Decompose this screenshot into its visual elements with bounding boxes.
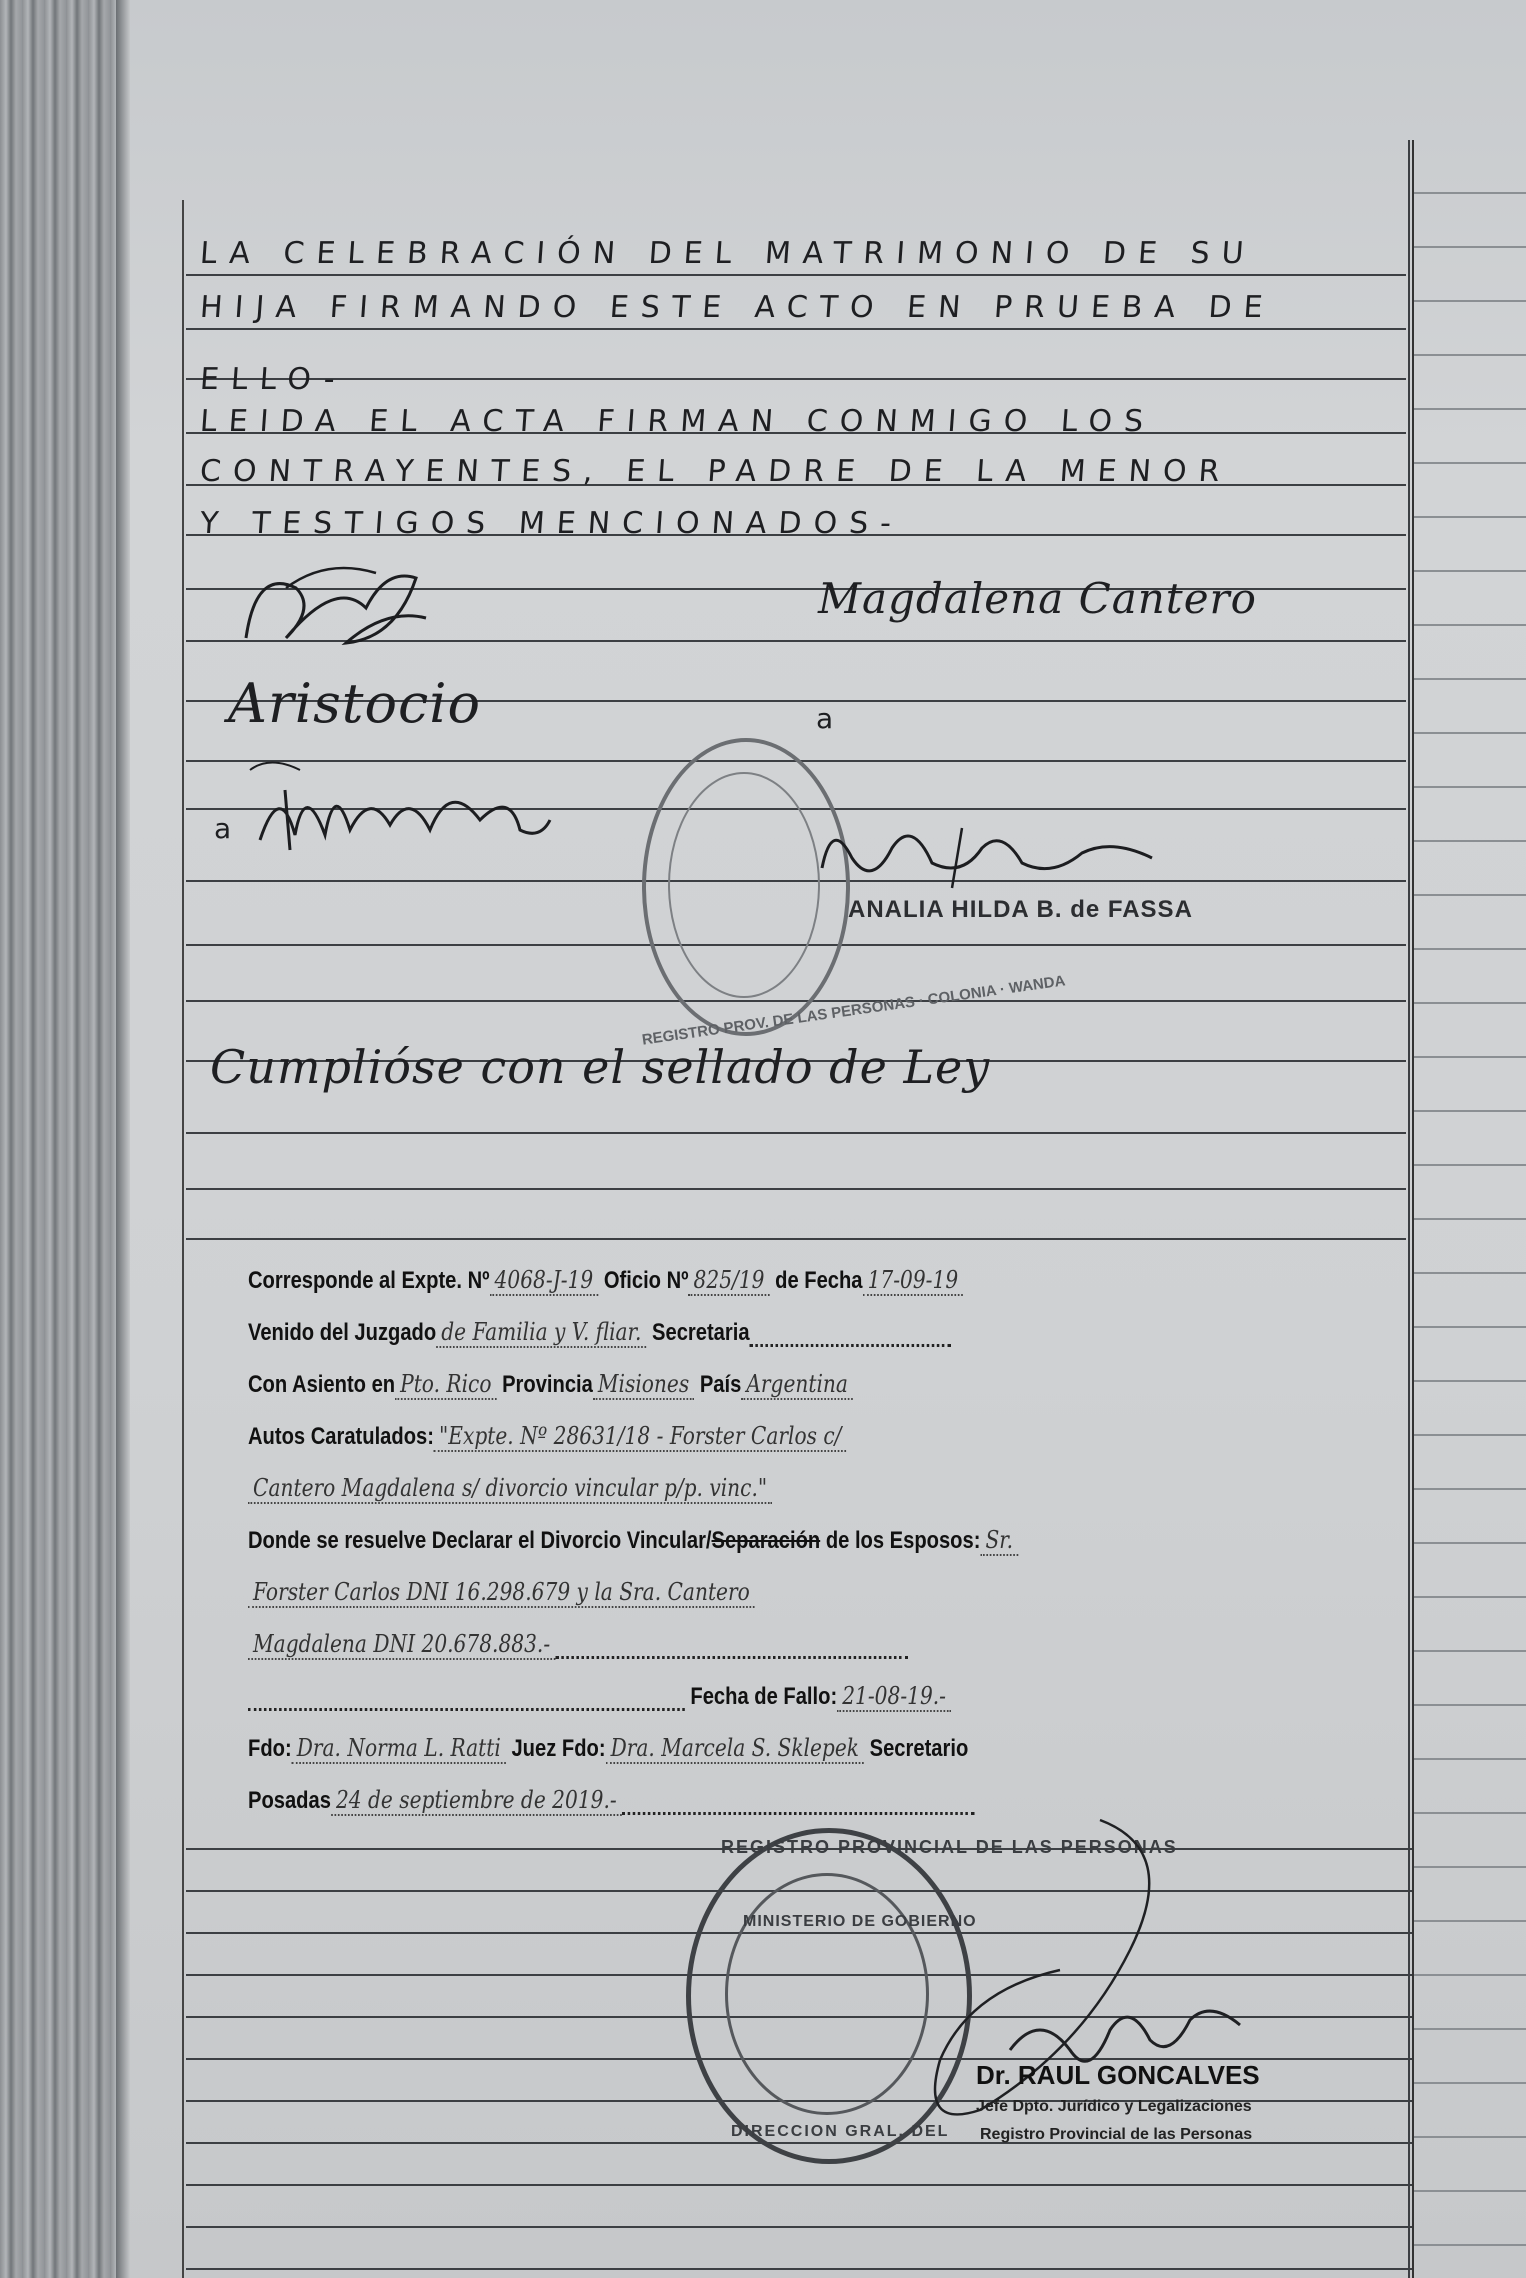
father-signature — [240, 750, 560, 860]
form-row-posadas: Posadas 24 de septiembre de 2019.- — [248, 1786, 975, 1815]
official-name-1: ANALIA HILDA B. de FASSA — [848, 896, 1193, 923]
bride-signature: Magdalena Cantero — [818, 574, 1257, 623]
sheet-right-edge — [1408, 140, 1410, 2278]
body-line-6: Y TESTIGOS MENCIONADOS- — [198, 506, 905, 541]
body-line-5: CONTRAYENTES, EL PADRE DE LA MENOR — [198, 454, 1233, 489]
ruled-line — [186, 1132, 1406, 1134]
form-row-resuelve: Donde se resuelve Declarar el Divorcio Vincular/Separación de los Esposos: Sr. — [248, 1526, 1018, 1555]
ruled-line — [186, 2226, 1412, 2228]
form-row-fdo: Fdo: Dra. Norma L. Ratti Juez Fdo: Dra. Marcela S. Sklepek Secretario — [248, 1734, 969, 1762]
stamp-2-inner: MINISTERIO DE GOBIERNO — [743, 1913, 977, 1930]
ruled-line — [186, 1188, 1406, 1190]
body-line-2: HIJA FIRMANDO ESTE ACTO EN PRUEBA DE — [198, 290, 1276, 325]
book-binding — [0, 0, 130, 2278]
official-name-2: Dr. RAUL GONCALVES — [976, 2060, 1260, 2090]
ruled-line — [186, 378, 1406, 380]
form-row-fallo: Fecha de Fallo: 21-08-19.- — [248, 1682, 951, 1711]
body-line-3: ELLO- — [198, 362, 348, 397]
adjacent-page — [1412, 140, 1526, 2278]
official-title-2: Jefe Dpto. Jurídico y Legalizaciones — [976, 2098, 1252, 2115]
form-row-autos: Autos Caratulados: "Expte. Nº 28631/18 - Forster Carlos c/ — [248, 1422, 846, 1451]
stamp-2-bottom: DIRECCION GRAL. DEL — [731, 2123, 950, 2140]
ruled-line — [186, 274, 1406, 276]
form-row-expte: Corresponde al Expte. Nº 4068-J-19 Oficio Nº 825/19 de Fecha 17-09-19 — [248, 1266, 963, 1295]
stamp-1-ring-text: REGISTRO PROV. DE LAS PERSONAS · COLONIA · WANDA — [640, 972, 1067, 1049]
ruled-line — [186, 2268, 1412, 2270]
sheet-left-edge — [182, 200, 184, 2278]
body-line-1: LA CELEBRACIÓN DEL MATRIMONIO DE SU — [198, 236, 1257, 271]
official-signature-1 — [812, 808, 1172, 898]
stamp-2-ring: REGISTRO PROVINCIAL DE LAS PERSONAS — [721, 1837, 1178, 1857]
form-row-asiento: Con Asiento en Pto. Rico Provincia Misiones País Argentina — [248, 1370, 853, 1399]
official-office-2: Registro Provincial de las Personas — [980, 2126, 1253, 2143]
ruled-line — [186, 1238, 1406, 1240]
form-row-esposos-2: Magdalena DNI 20.678.883.- — [248, 1630, 908, 1659]
signature-marker-a: a — [214, 812, 232, 845]
signature-marker-b: a — [816, 702, 834, 735]
form-row-autos-2: Cantero Magdalena s/ divorcio vincular p/p. vinc." — [248, 1474, 772, 1503]
body-line-4: LEIDA EL ACTA FIRMAN CONMIGO LOS — [198, 404, 1157, 439]
sealed-note: Cumplióse con el sellado de Ley — [210, 1040, 991, 1094]
groom-signature — [226, 548, 446, 668]
ruled-line — [186, 2184, 1412, 2186]
witness-signature: Aristocio — [228, 672, 482, 735]
ruled-line — [186, 328, 1406, 330]
form-row-esposos-1: Forster Carlos DNI 16.298.679 y la Sra. Cantero — [248, 1578, 755, 1607]
form-row-juzgado: Venido del Juzgado de Familia y V. fliar. Secretaria — [248, 1318, 951, 1347]
